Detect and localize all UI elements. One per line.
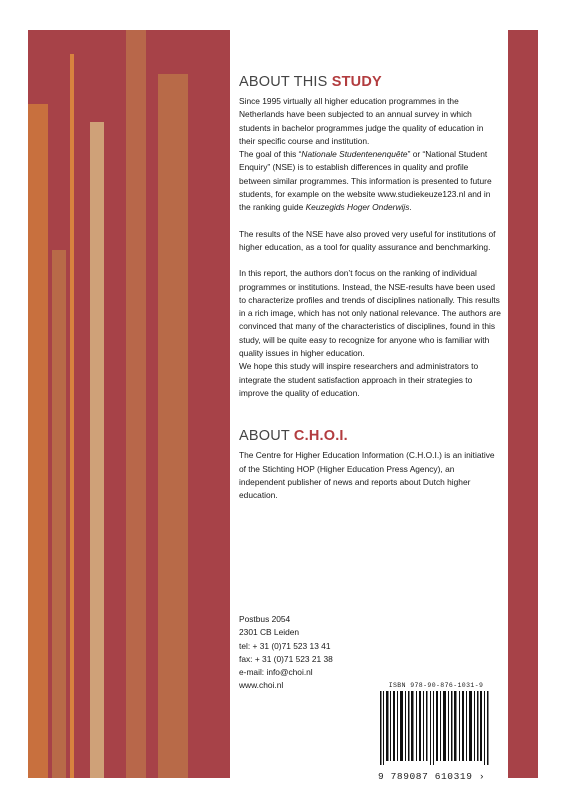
choi-paragraph: The Centre for Higher Education Information (C.H.O.I.) is an initiative of the Stichting HOP (Higher Education Press Agency), an independent publisher of news and reports about Dutch higher education. (239, 450, 495, 501)
choi-heading-accent: C.H.O.I. (293, 428, 348, 445)
decorative-panel (28, 30, 230, 778)
contact-fax: fax: + 31 (0)71 523 21 38 (239, 653, 333, 664)
contact-tel: tel: + 31 (0)71 523 13 41 (239, 640, 331, 651)
right-decorative-strip (508, 30, 538, 778)
contact-city: 2301 CB Leiden (239, 627, 300, 638)
main-text (239, 74, 501, 502)
isbn-barcode (378, 682, 494, 782)
stripe (126, 30, 146, 778)
stripe (90, 122, 104, 778)
stripe (70, 54, 74, 778)
isbn-label: ISBN 978-90-876-1031-9 (388, 682, 484, 689)
study-paragraph-1: Since 1995 virtually all higher education programmes in the Netherlands have been subjected to an annual survey in which students in bachelor programmes judge the quality of education in their specific course and institution. (239, 96, 484, 146)
text-run: The goal of this “ (239, 149, 302, 160)
study-paragraph-3: The results of the NSE have also proved very useful for institutions of higher education, as a tool for quality assurance and benchmarking. (239, 228, 496, 252)
study-heading-prefix: ABOUT THIS (239, 74, 332, 90)
study-heading-accent: STUDY (331, 74, 382, 90)
emphasis-survey-name: Nationale Studentenenquête (301, 149, 408, 160)
choi-heading (239, 428, 501, 445)
study-paragraph-2 (239, 148, 501, 214)
stripe (28, 104, 48, 778)
contact-email: e-mail: info@choi.nl (239, 667, 313, 678)
emphasis-guide-name: Keuzegids Hoger Onderwijs (305, 202, 410, 213)
contact-web: www.choi.nl (239, 680, 284, 691)
contact-block (239, 613, 333, 693)
text-run: ” or “National Student Enquiry” (NSE) is to establish differences in quality and profile between similar programmes. This information is presented to future students, for example on the website www.studiekeuze123.nl and in the ranking guide (239, 149, 492, 213)
study-paragraph-5: We hope this study will inspire researchers and administrators to integrate the student satisfaction approach in their strategies to improve the quality of education. (239, 361, 479, 398)
contact-postbus: Postbus 2054 (239, 614, 291, 624)
barcode-bars (378, 691, 494, 765)
text-run: . (409, 202, 412, 213)
study-paragraph-4: In this report, the authors don’t focus on the ranking of individual programmes or institutions. Instead, the NSE-results have been used to characterize profiles and trends of disciplines nationally. This results in a rich image, which has not only national relevance. The authors are convinced that many of the characteristics of disciplines, found in this study, will be quite easy to recognize for anyone who is familiar with quality issues in higher education. (239, 268, 501, 359)
barcode-number: 9 789087 610319 › (378, 771, 486, 782)
study-heading (239, 74, 501, 91)
choi-heading-prefix: ABOUT (239, 428, 294, 445)
stripe (158, 74, 188, 778)
stripe (52, 250, 66, 778)
